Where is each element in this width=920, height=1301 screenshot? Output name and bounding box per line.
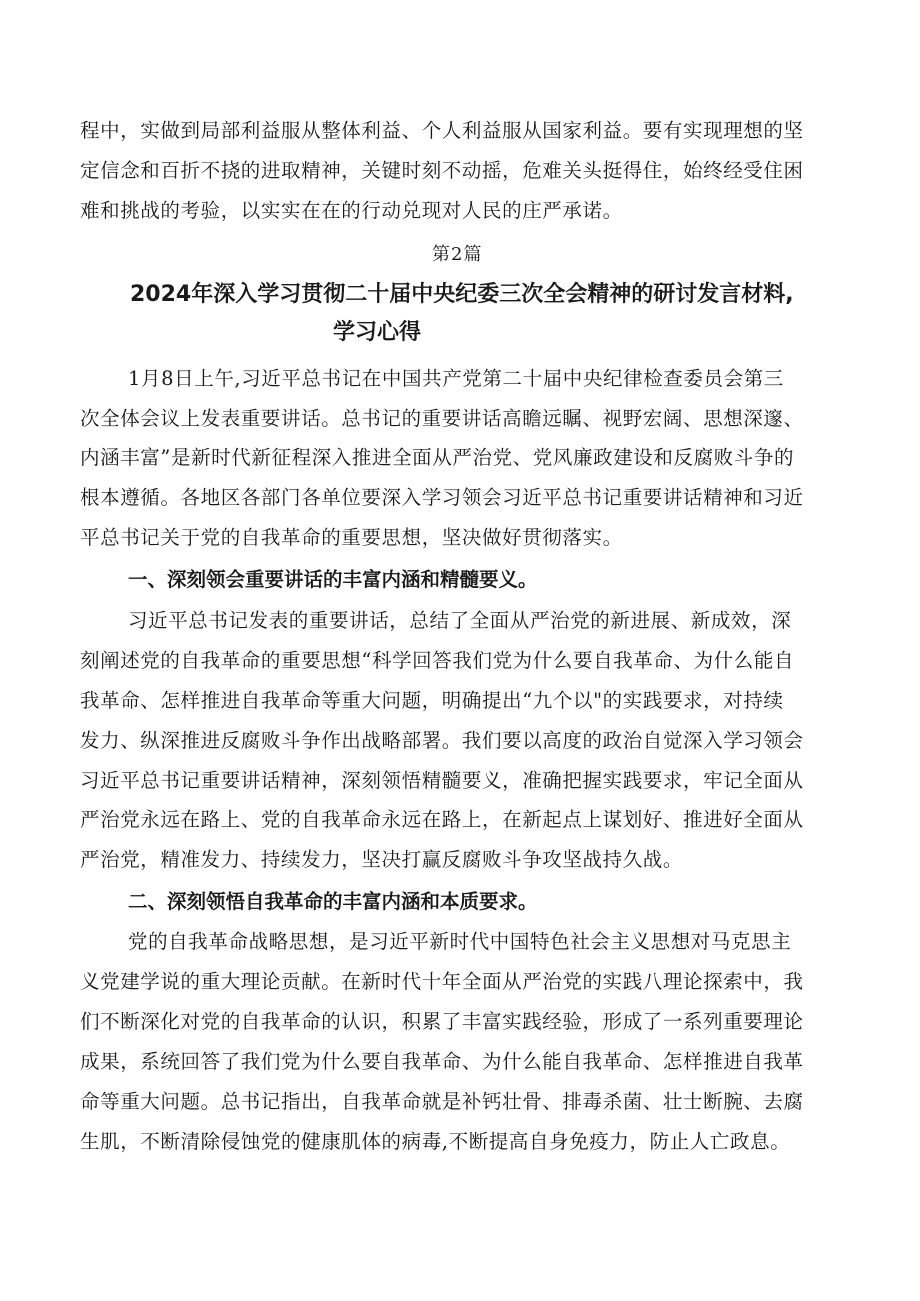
document-title-line-2: 学习心得 [333, 320, 422, 345]
intro-line-2: 定信念和百折不挠的进取精神，关键时刻不动摇，危难关头挺得住，始终经受住困 [80, 159, 804, 182]
para2-line-1: 习近平总书记发表的重要讲话，总结了全面从严治党的新进展、新成效，深 [128, 609, 792, 632]
para2-line-3: 我革命、怎样推进自我革命等重大问题，明确提出“九个以"的实践要求，对持续 [80, 689, 784, 712]
section-heading-2: 二、深刻领悟自我革命的丰富内涵和本质要求。 [128, 890, 538, 913]
para3-line-4: 成果，系统回答了我们党为什么要自我革命、为什么能自我革命、怎样推进自我革 [80, 1050, 804, 1073]
section-label: 第2篇 [432, 244, 483, 265]
section-heading-1: 一、深刻领会重要讲话的丰富内涵和精髓要义。 [128, 568, 538, 591]
para2-line-2: 刻阐述党的自我革命的重要思想“科学回答我们党为什么要自我革命、为什么能自 [80, 649, 795, 672]
para2-line-6: 严治党永远在路上、党的自我革命永远在路上，在新起点上谋划好、推进好全面从 [80, 808, 804, 831]
intro-line-3: 难和挑战的考验，以实实在在的行动兑现对人民的庄严承诺。 [80, 199, 623, 222]
para3-line-2: 义党建学说的重大理论贡献。在新时代十年全面从严治党的实践八理论探索中，我 [80, 970, 804, 993]
intro-line-1: 程中，实做到局部利益服从整体利益、个人利益服从国家利益。要有实现理想的坚 [80, 119, 804, 142]
para2-line-5: 习近平总书记重要讲话精神，深刻领悟精髓要义，准确把握实践要求，牢记全面从 [80, 769, 804, 792]
para2-line-4: 发力、纵深推进反腐败斗争作出战略部署。我们要以高度的政治自觉深入学习领会 [80, 729, 804, 752]
para1-line-1: 1月8日上午,习近平总书记在中国共产党第二十届中央纪律检查委员会第三 [128, 367, 784, 390]
para2-line-7: 严治党，精准发力、持续发力，坚决打赢反腐败斗争攻坚战持久战。 [80, 848, 684, 871]
para1-line-4: 根本遵循。各地区各部门各单位要深入学习领会习近平总书记重要讲话精神和习近 [80, 486, 804, 509]
para3-line-1: 党的自我革命战略思想，是习近平新时代中国特色社会主义思想对马克思主 [128, 930, 792, 953]
para3-line-5: 命等重大问题。总书记指出，自我革命就是补钙壮骨、排毒杀菌、壮士断腕、去腐 [80, 1090, 804, 1113]
para1-line-5: 平总书记关于党的自我革命的重要思想，坚决做好贯彻落实。 [80, 526, 623, 549]
document-title-line-1: 2024年深入学习贯彻二十届中央纪委三次全会精神的研讨发言材料, [130, 282, 794, 307]
para1-line-2: 次全体会议上发表重要讲话。总书记的重要讲话高瞻远瞩、视野宏阔、思想深邃、 [80, 407, 804, 430]
para3-line-6: 生肌，不断清除侵蚀党的健康肌体的病毒,不断提高自身免疫力，防止人亡政息。 [80, 1130, 791, 1153]
para1-line-3: 内涵丰富”是新时代新征程深入推进全面从严治党、党风廉政建设和反腐败斗争的 [80, 446, 795, 469]
para3-line-3: 们不断深化对党的自我革命的认识，积累了丰富实践经验，形成了一系列重要理论 [80, 1010, 804, 1033]
